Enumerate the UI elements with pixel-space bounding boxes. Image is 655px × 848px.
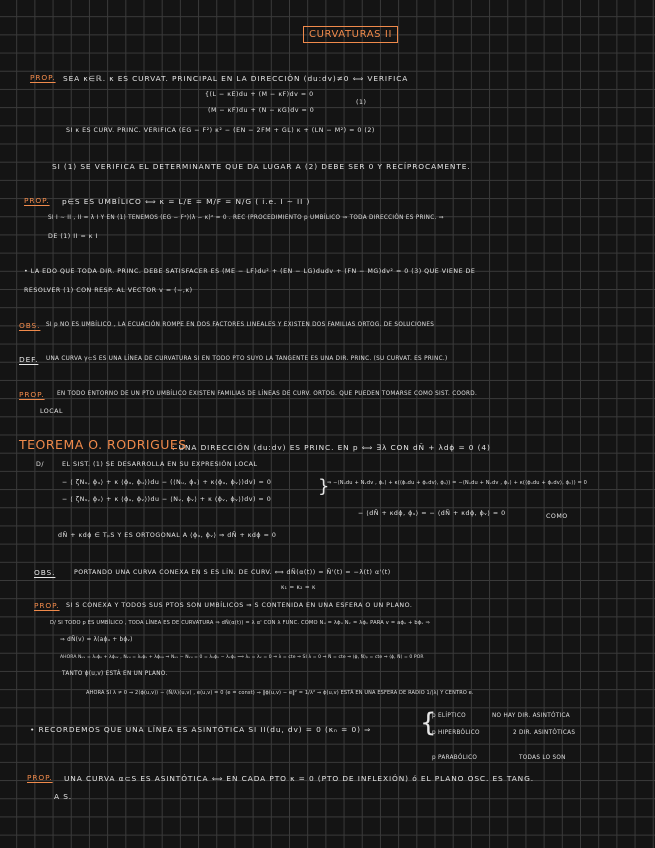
prop-label: PROP. [19,390,45,399]
def-label: DEF. [19,355,39,364]
curly-brace: } [318,476,330,497]
prop1-line1: SEA κ∈ℝ. κ ES CURVAT. PRINCIPAL EN LA DIRECCIÓN (du:dv)≠0 ⟺ VERIFICA [63,74,409,83]
recall-case2-type: p HIPERBÓLICO [432,730,480,736]
prop-label: PROP. [30,73,56,82]
obs-label: OBS. [34,568,56,577]
prop1-system-eq1: {(L − κE)du + (M − κF)dv = 0 [205,91,314,98]
prop1-line2: SI κ ES CURV. PRINC. VERIFICA (EG − F²) κ² − (EN − 2FM + GL) κ + (LN − M²) = 0 (2) [66,127,375,134]
obs1-text: SI p NO ES UMBÍLICO , LA ECUACIÓN ROMPE EN DOS FACTORES LINEALES Y EXISTEN DOS FAMILIAS ORTOG. DE SOLUCIONES [46,322,435,328]
proof-line1: EL SIST. (1) SE DESARROLLA EN SU EXPRESIÓN LOCAL [62,461,258,468]
obs2-note: κ₁ = κ₂ = κ [281,585,316,591]
prop1-line3: SI (1) SE VERIFICA EL DETERMINANTE QUE DA LUGAR A (2) DEBE SER 0 Y RECÍPROCAMENTE. [52,162,471,171]
obs2-text: PORTANDO UNA CURVA CONEXA EN S ES LÍN. DE CURV. ⟺ dÑ(α(t)) = Ñ'(t) = −λ(t) α'(t) [74,569,391,576]
prop-label: PROP. [34,601,60,610]
prop-label: PROP. [24,196,50,205]
prop4-line6: AHORA SI λ ≠ 0 ⇒ 2⟨ϕ(u,v)⟩ − (Ñ/λ)(u,v) , e(u,v) = 0 (e = const) ⇒ ‖ϕ(u,v) − e‖² = 1/λ² ⇒ ϕ(u,v) ESTÁ EN UNA ESFERA DE RADIO 1/|λ| Y CENTRO e. [86,690,474,696]
prop4-line4: AHORA Nᵤᵥ = λᵥϕᵤ + λϕᵤᵥ , Nᵥᵤ = λᵤϕᵥ + λϕᵥᵤ ⇒ Nᵤᵥ − Nᵥᵤ = 0 = λᵤϕᵥ − λᵥϕᵤ ⟹ λᵤ = λᵥ = 0 ⇒ λ = cte ⇒ SI λ = 0 ⇒ Ñ = cte ⇒ ⟨ϕ, Ñ⟩ₚ = cte ⇒ ⟨ϕ, Ñ⟩ = 0 POR [60,655,424,660]
recall-case1-desc: NO HAY DIR. ASINTÓTICA [492,713,570,719]
recall-case2-desc: 2 DIR. ASINTÓTICAS [513,730,576,736]
page-title: CURVATURAS II [303,26,398,43]
proof-right-eq1: ⇒ −⟨Nᵤdu + Nᵥdv , ϕᵤ⟩ + κ(⟨ϕᵤdu + ϕᵥdv⟩, ϕᵤ⟩) = −⟨Nᵤdu + Nᵥdv , ϕᵥ⟩ + κ(⟨ϕᵤdu + ϕᵥdv⟩, ϕᵥ⟩) = 0 [327,480,588,486]
proof-label: D/ [36,461,44,468]
proof-right-label: COMO [546,513,568,520]
proof-eq2: − ⟨ ζNᵤ, ϕᵥ⟩ + κ ⟨ϕᵤ, ϕᵥ⟩)du − ⟨Nᵥ, ϕᵥ⟩ + κ ⟨ϕᵥ, ϕᵥ⟩)dv) = 0 [62,496,272,503]
recall-case3-desc: TODAS LO SON [519,755,566,761]
prop5-line1: UNA CURVA α⊂S ES ASINTÓTICA ⟺ EN CADA PTO κ = 0 (PTO DE INFLEXIÓN) ó EL PLANO OSC. ES TANG. [64,774,534,783]
prop2-line1: p∈S ES UMBÍLICO ⟺ κ = L/E = M/F = N/G ( i.e. I ∼ II ) [62,197,311,206]
prop3-line2: LOCAL [40,408,63,415]
prop1-system-eq2: (M − κF)du + (N − κG)dv = 0 [208,107,315,114]
equation-number: (1) [356,99,367,106]
proof-eq3: dÑ + κdϕ ∈ TₚS Y ES ORTOGONAL A ⟨ϕᵤ, ϕᵥ⟩ ⇒ dÑ + κdϕ = 0 [58,532,277,539]
note1-line1: • LA EDO QUE TODA DIR. PRINC. DEBE SATISFACER ES (ME − LF)du² + (EN − LG)dudv + (FN − MG)dv² = 0 (3) QUE VIENE DE [24,268,476,275]
obs-label: OBS. [19,321,41,330]
prop-label: PROP. [27,773,53,782]
prop4-line1: SI S CONEXA Y TODOS SUS PTOS SON UMBÍLICOS ⇒ S CONTENIDA EN UNA ESFERA O UN PLANO. [66,602,413,609]
prop3-line1: EN TODO ENTORNO DE UN PTO UMBÍLICO EXISTEN FAMILIAS DE LÍNEAS DE CURV. ORTOG. QUE PUEDEN TOMARSE COMO SIST. COORD. [57,391,478,397]
prop2-line3: DE (1) II = κ I [48,233,98,240]
theorem-statement: : UNA DIRECCIÓN (du:dv) ES PRINC. EN p ⟺ ∃λ CON dÑ + λdϕ = 0 (4) [172,443,491,452]
def1-text: UNA CURVA γ⊂S ES UNA LÍNEA DE CURVATURA SI EN TODO PTO SUYO LA TANGENTE ES UNA DIR. PRINC. (SU CURVAT. ES PRINC.) [46,356,448,362]
proof-eq1: − ⟨ ζNᵤ, ϕᵤ⟩ + κ ⟨ϕᵤ, ϕᵤ⟩)du − (⟨Nᵤ, ϕᵥ⟩ + κ⟨ϕᵤ, ϕᵥ⟩)dv) = 0 [62,479,272,486]
prop4-line2: D/ SI TODO p ES UMBÍLICO , TODA LÍNEA ES DE CURVATURA ⇒ dÑ(α(t)) = λ α' CON λ FUNC. COMO Nᵤ = λϕᵤ Nᵥ = λϕᵥ PARA v = aϕᵤ + bϕᵥ ⇒ [50,620,430,626]
recall-case1-type: p ELÍPTICO [432,713,466,719]
prop2-line2: SI I ∼ II , II = λ I Y EN (1) TENEMOS (EG − F²)(λ − κ)² = 0 . REC (PROCEDIMIENTO p UMBÍLICO ⇒ TODA DIRECCIÓN ES PRINC. ⇒ [48,215,444,221]
prop5-line2: A S. [54,792,73,801]
recall-case3-type: p PARABÓLICO [432,755,478,761]
curly-brace: { [420,708,437,738]
prop4-line5: TANTO ϕ(u,v) ESTÁ EN UN PLANO. [62,671,168,677]
prop4-line3: ⇒ dÑ(v) = λ(aϕᵤ + bϕᵥ) [60,637,133,643]
note1-line2: RESOLVER (1) CON RESP. AL VECTOR v = (−,κ) [24,287,193,294]
proof-right-eq2: − ⟨dÑ + κdϕ, ϕᵤ⟩ = − ⟨dÑ + κdϕ, ϕᵥ⟩ = 0 [358,510,506,517]
recall-text: • RECORDEMOS QUE UNA LÍNEA ES ASINTÓTICA SI II(du, dv) = 0 (κₙ = 0) ⇒ [30,725,372,734]
theorem-title: TEOREMA O. RODRIGUES [19,437,187,452]
